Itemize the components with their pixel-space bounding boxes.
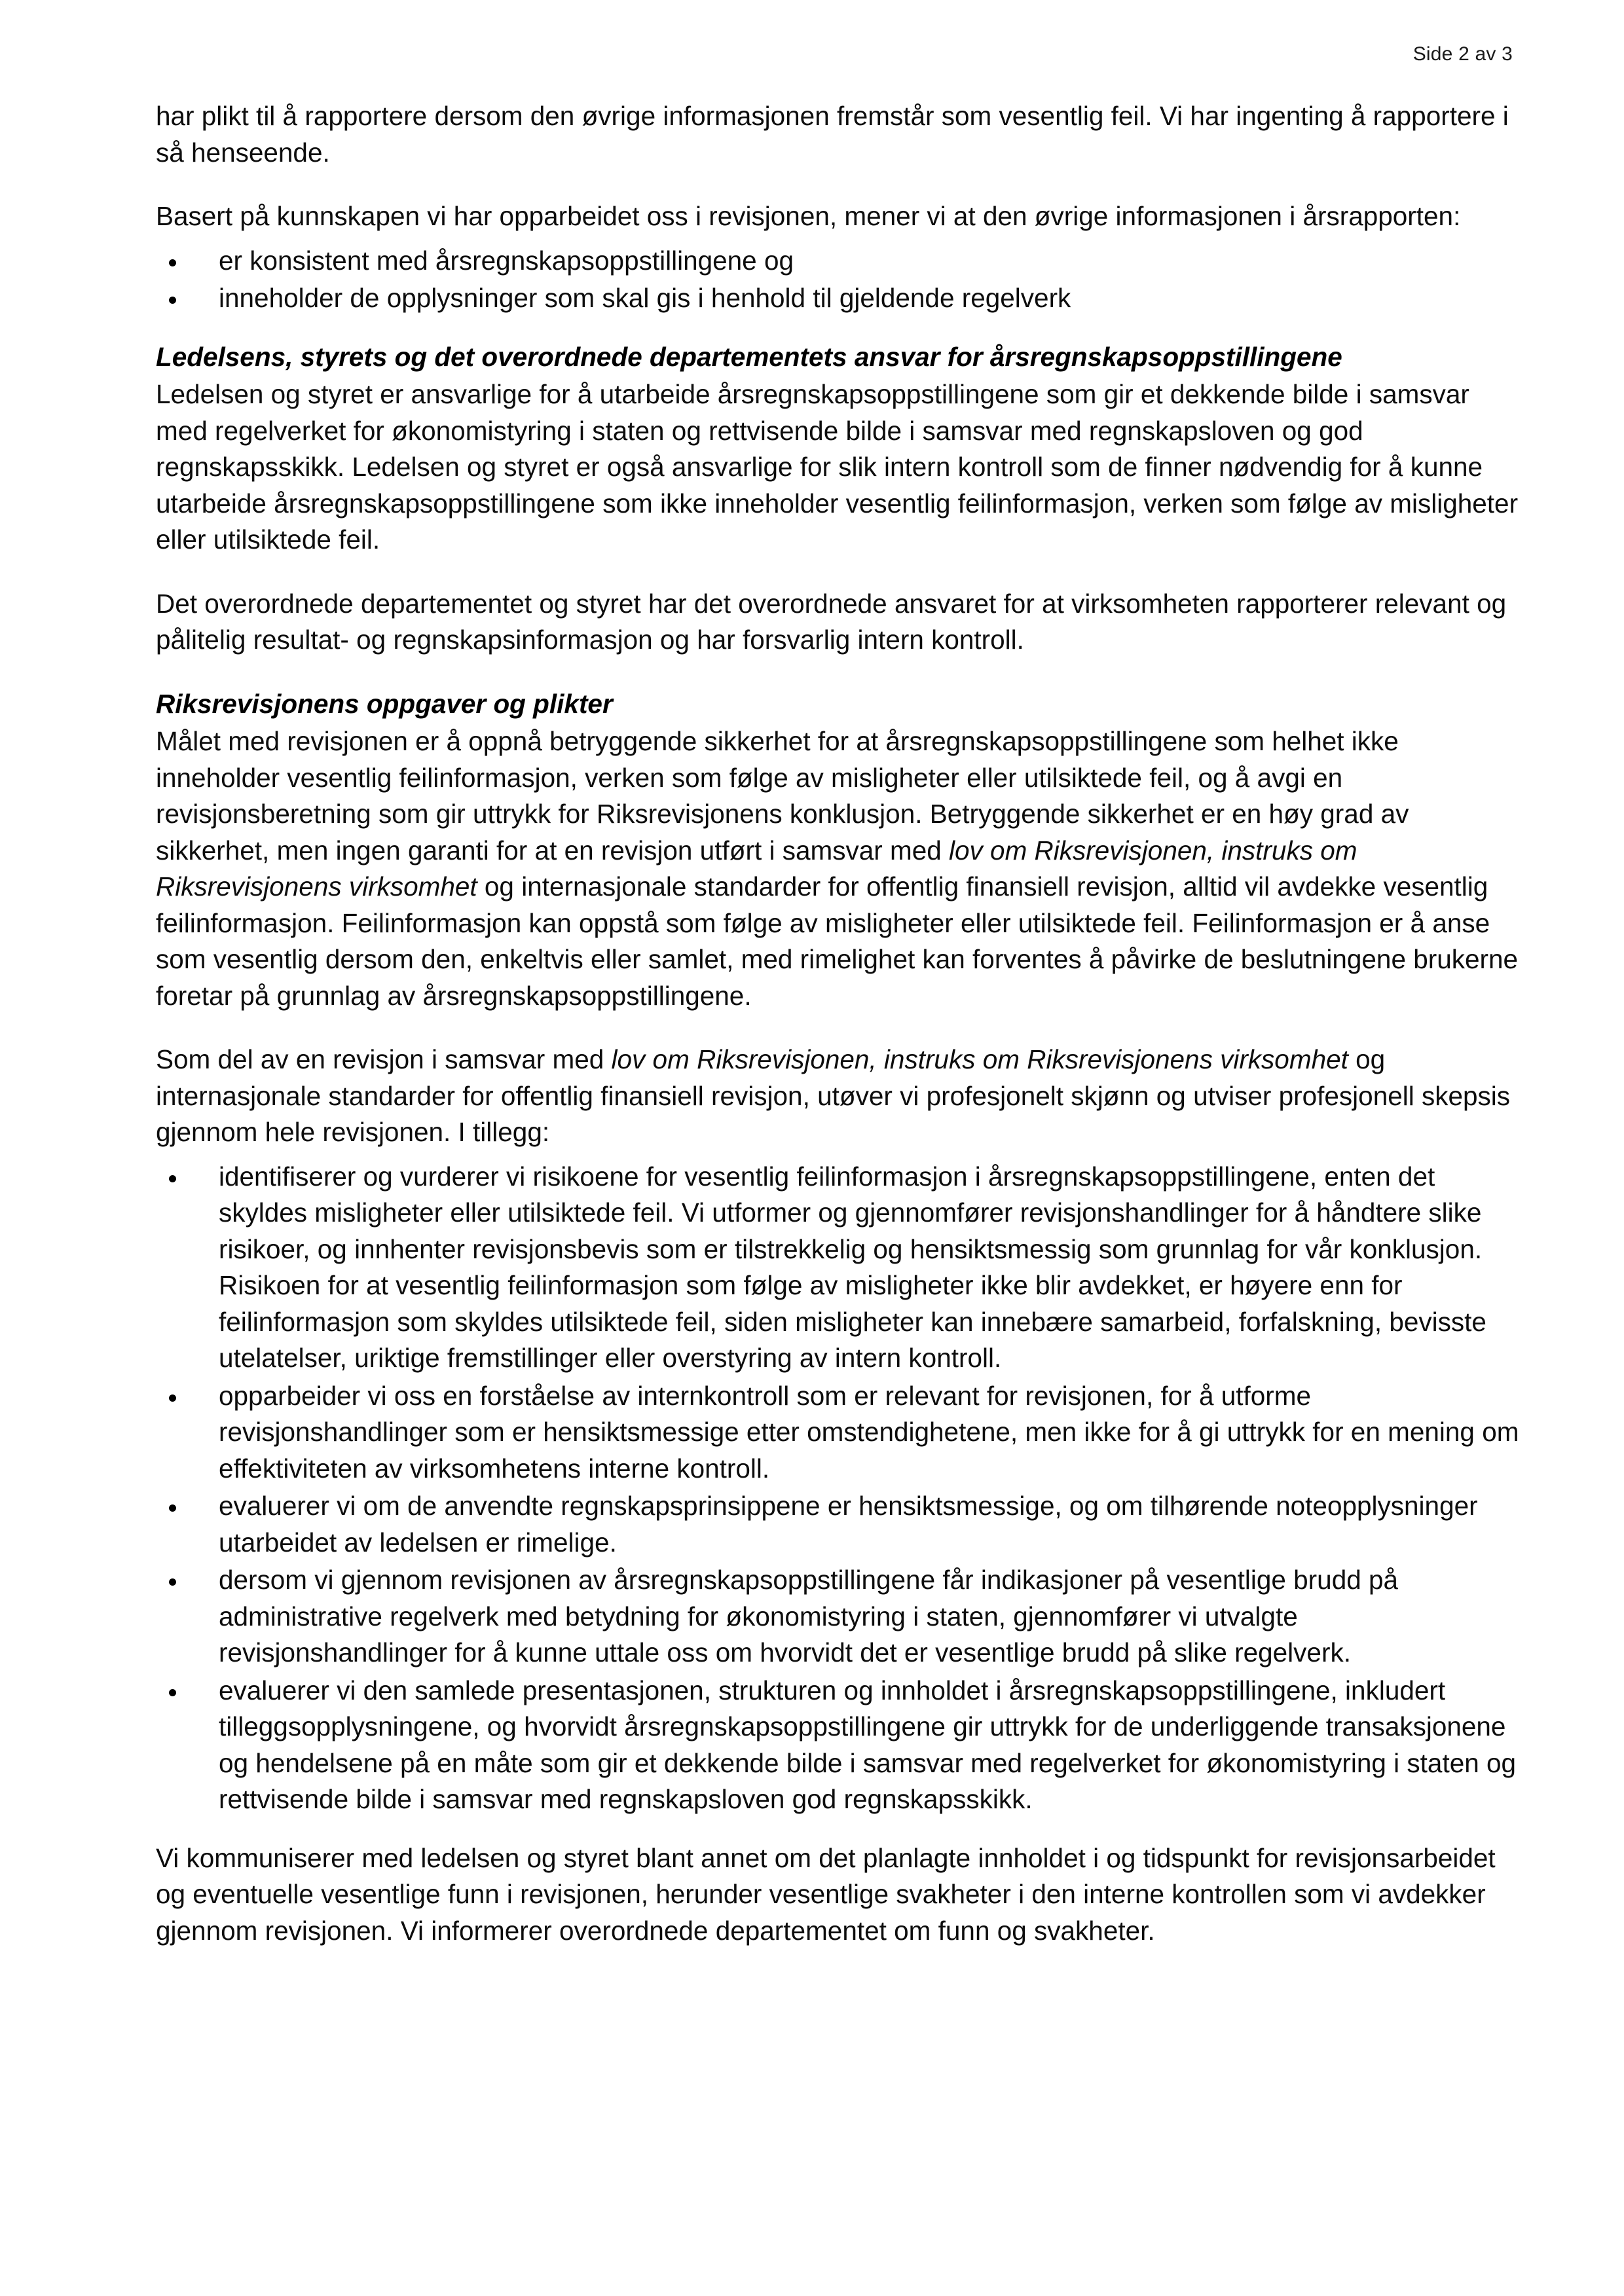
page-number-header: Side 2 av 3 xyxy=(1412,43,1513,65)
heading-ledelsens-ansvar: Ledelsens, styrets og det overordnede departementets ansvar for årsregnskapsoppstillingene xyxy=(156,341,1342,372)
list-ovrig-informasjon xyxy=(156,243,1524,317)
paragraph-text-part-2: og internasjonale standarder for offentlig finansiell revisjon, alltid vil avdekke vesentlig feilinformasjon. Feilinformasjon kan oppstå som følge av misligheter eller utilsiktede feil. Feilinformasjon er å anse som vesentlig dersom den, enkeltvis eller samlet, med rimelighet kan forventes å påvirke de beslutningene brukerne foretar på grunnlag av årsregnskapsoppstillingene. xyxy=(156,871,1519,1011)
list-item: evaluerer vi den samlede presentasjonen, strukturen og innholdet i årsregnskapsoppstillingene, inkludert tilleggsopplysningene, og hvorvidt årsregnskapsoppstillingene gir uttrykk for de underliggende transaksjonene og hendelsene på en måte som gir et dekkende bilde i samsvar med regelverket for økonomistyring i staten og rettvisende bilde i samsvar med regnskapsloven god regnskapsskikk. xyxy=(156,1673,1524,1818)
paragraph-det-overordnede-departementet: Det overordnede departementet og styret har det overordnede ansvaret for at virksomheten rapporterer relevant og pålitelig resultat- og regnskapsinformasjon og har forsvarlig intern kontroll. xyxy=(156,588,1507,655)
paragraph-text-part-2: og internasjonale standarder for offentlig finansiell revisjon, utøver vi profesjonelt skjønn og utviser profesjonell skepsis gjennom hele revisjonen. I tillegg: xyxy=(156,1044,1511,1147)
paragraph-basert-pa-kunnskapen: Basert på kunnskapen vi har opparbeidet oss i revisjonen, mener vi at den øvrige informasjonen i årsrapporten: xyxy=(156,201,1461,231)
paragraph-text-part-1: Som del av en revisjon i samsvar med xyxy=(156,1044,612,1074)
paragraph-vi-kommuniserer: Vi kommuniserer med ledelsen og styret blant annet om det planlagte innholdet i og tidspunkt for revisjonsarbeidet og eventuelle vesentlige funn i revisjonen, herunder vesentlige svakheter i den interne kontrollen som vi avdekker gjennom revisjonen. Vi informerer overordnede departementet om funn og svakheter. xyxy=(156,1842,1496,1946)
legal-reference-italic: lov om Riksrevisjonen, instruks om Riksrevisjonens virksomhet xyxy=(611,1044,1348,1074)
list-item: er konsistent med årsregnskapsoppstillingene og xyxy=(156,243,1524,280)
list-item: identifiserer og vurderer vi risikoene for vesentlig feilinformasjon i årsregnskapsoppstillingene, enten det skyldes misligheter eller utilsiktede feil. Vi utformer og gjennomfører revisjonshandlinger for å håndtere slike risikoer, og innhenter revisjonsbevis som er tilstrekkelig og hensiktsmessig som grunnlag for vår konklusjon. Risikoen for at vesentlig feilinformasjon som følge av misligheter ikke blir avdekket, er høyere enn for feilinformasjon som skyldes utilsiktede feil, siden misligheter kan innebære samarbeid, forfalskning, bevisste utelatelser, uriktige fremstillinger eller overstyring av intern kontroll. xyxy=(156,1159,1524,1377)
list-item: inneholder de opplysninger som skal gis i henhold til gjeldende regelverk xyxy=(156,280,1524,317)
paragraph-som-del-av-en-revisjon xyxy=(156,1042,1524,1151)
document-body xyxy=(156,98,1524,1977)
paragraph-continuation: har plikt til å rapportere dersom den øvrige informasjonen fremstår som vesentlig feil. Vi har ingenting å rapportere i så henseende. xyxy=(156,101,1509,168)
list-item: evaluerer vi om de anvendte regnskapsprinsippene er hensiktsmessige, og om tilhørende noteopplysninger utarbeidet av ledelsen er rimelige. xyxy=(156,1488,1524,1561)
list-revisjonshandlinger xyxy=(156,1159,1524,1818)
paragraph-text-part-1: Målet med revisjonen er å oppnå betryggende sikkerhet for at årsregnskapsoppstillingene som helhet ikke inneholder vesentlig feilinformasjon, verken som følge av misligheter eller utilsiktede feil, og å avgi en revisjonsberetning som gir uttrykk for Riksrevisjonens konklusjon. Betryggende sikkerhet er en høy grad av sikkerhet, men ingen garanti for at en revisjon utført i samsvar med xyxy=(156,726,1409,866)
paragraph-malet-med-revisjonen xyxy=(156,723,1524,1014)
legal-reference-italic: lov om Riksrevisjonen, instruks om Riksrevisjonens virksomhet xyxy=(156,835,1357,902)
list-item: opparbeider vi oss en forståelse av internkontroll som er relevant for revisjonen, for å utforme revisjonshandlinger som er hensiktsmessige etter omstendighetene, men ikke for å gi uttrykk for en mening om effektiviteten av virksomhetens interne kontroll. xyxy=(156,1378,1524,1487)
paragraph-ledelsen-og-styret: Ledelsen og styret er ansvarlige for å utarbeide årsregnskapsoppstillingene som gir et dekkende bilde i samsvar med regelverket for økonomistyring i staten og rettvisende bilde i samsvar med regnskapsloven og god regnskapsskikk. Ledelsen og styret er også ansvarlige for slik intern kontroll som de finner nødvendig for å kunne utarbeide årsregnskapsoppstillingene som ikke inneholder vesentlig feilinformasjon, verken som følge av misligheter eller utilsiktede feil. xyxy=(156,379,1519,555)
heading-riksrevisjonens-oppgaver: Riksrevisjonens oppgaver og plikter xyxy=(156,688,613,719)
list-item: dersom vi gjennom revisjonen av årsregnskapsoppstillingene får indikasjoner på vesentlige brudd på administrative regelverk med betydning for økonomistyring i staten, gjennomfører vi utvalgte revisjonshandlinger for å kunne uttale oss om hvorvidt det er vesentlige brudd på slike regelverk. xyxy=(156,1562,1524,1671)
